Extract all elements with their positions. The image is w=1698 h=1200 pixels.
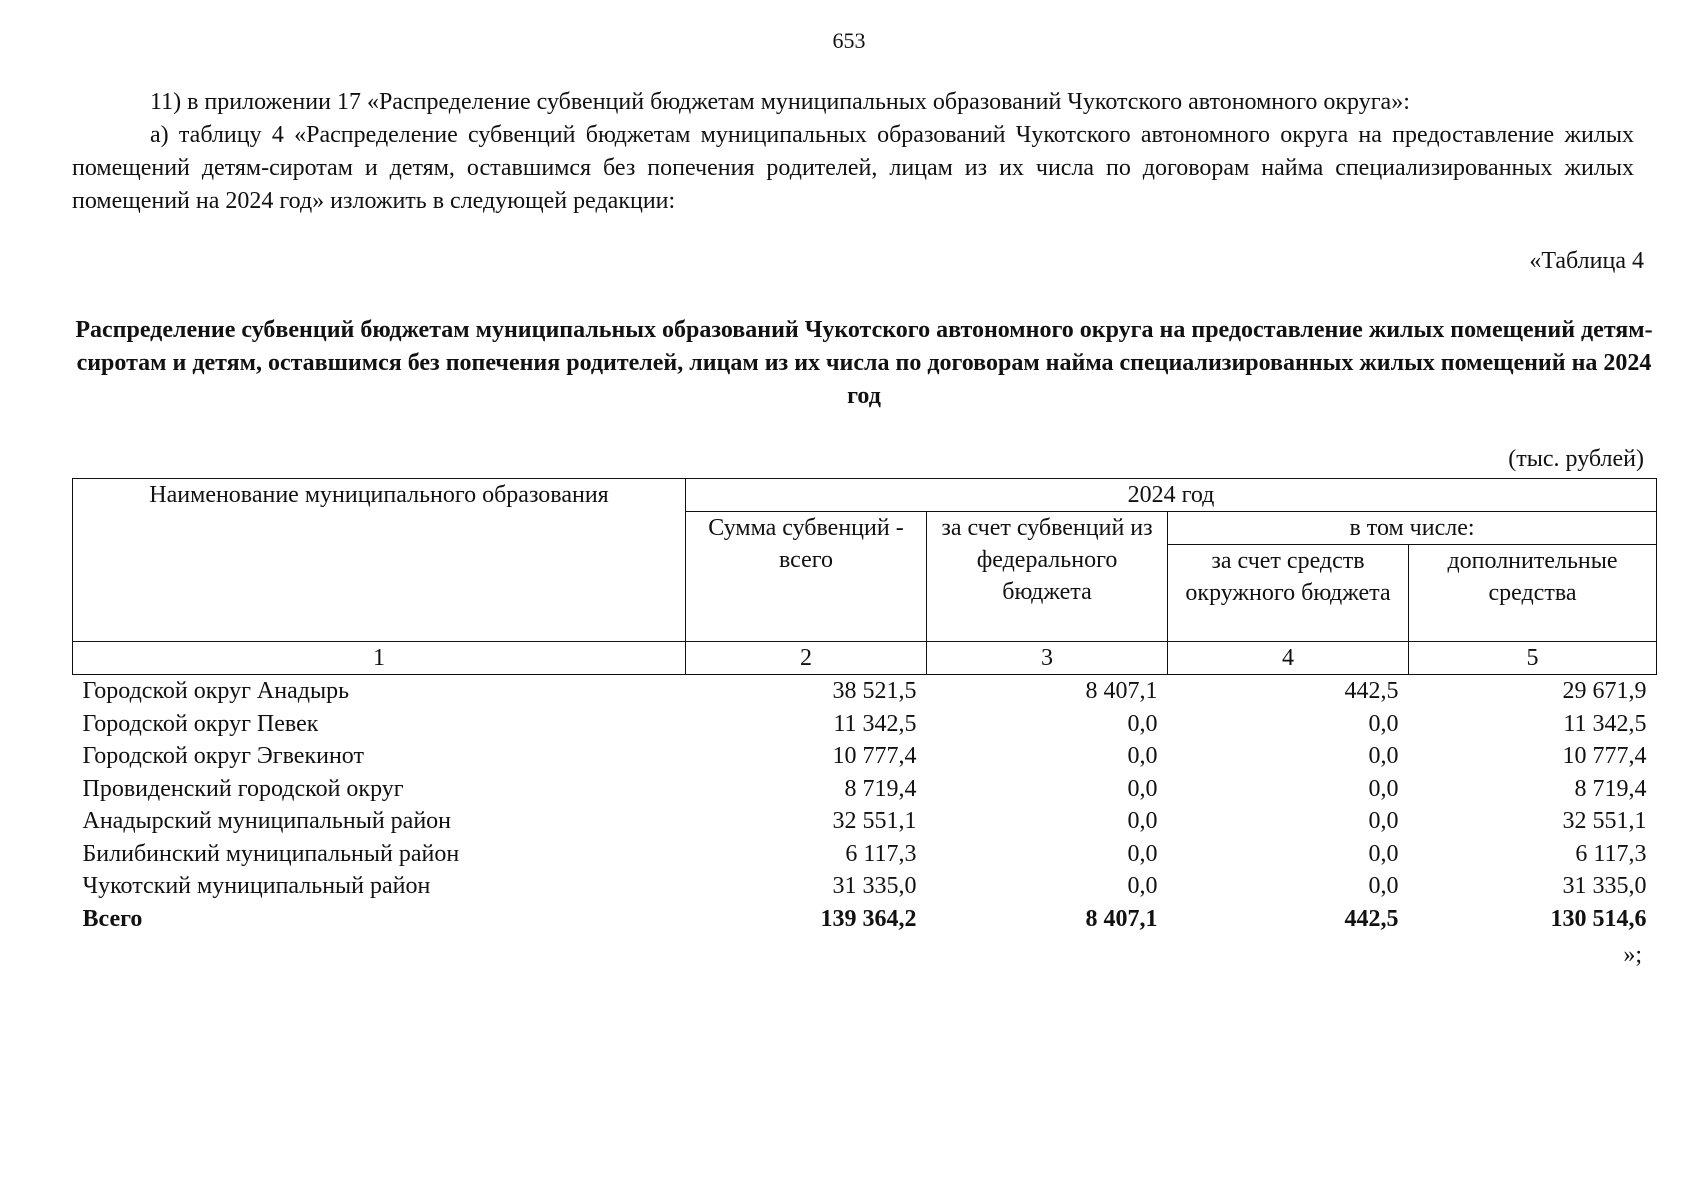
municipality-name: Городской округ Певек bbox=[82, 710, 319, 737]
header-name: Наименование муниципального образования bbox=[73, 479, 686, 642]
cell-total: 32 551,1 bbox=[832, 808, 917, 834]
table-header bbox=[73, 479, 1657, 675]
table-row bbox=[73, 838, 1657, 871]
header-including: в том числе: bbox=[1168, 512, 1657, 545]
municipality-name: Чукотский муниципальный район bbox=[82, 873, 431, 899]
table-row bbox=[73, 740, 1657, 773]
column-numbers-row bbox=[73, 642, 1657, 675]
header-total: Сумма субвенций - всего bbox=[686, 512, 927, 642]
cell-additional: 8 719,4 bbox=[1574, 775, 1647, 802]
cell-federal: 0,0 bbox=[1127, 873, 1158, 899]
cell-federal: 0,0 bbox=[1127, 808, 1158, 834]
cell-total: 10 777,4 bbox=[832, 743, 917, 769]
col-number: 1 bbox=[73, 642, 686, 675]
cell-district: 0,0 bbox=[1368, 775, 1399, 802]
municipality-name: Анадырский муниципальный район bbox=[82, 808, 452, 834]
col-number: 3 bbox=[927, 642, 1168, 675]
cell-additional: 10 777,4 bbox=[1562, 743, 1647, 769]
header-additional: дополнительные средства bbox=[1409, 545, 1657, 642]
total-federal: 8 407,1 bbox=[1085, 905, 1158, 932]
cell-additional: 11 342,5 bbox=[1563, 710, 1647, 737]
cell-total: 38 521,5 bbox=[832, 678, 917, 704]
header-district: за счет средств окружного бюджета bbox=[1168, 545, 1409, 642]
cell-additional: 31 335,0 bbox=[1562, 873, 1647, 899]
cell-federal: 0,0 bbox=[1127, 775, 1158, 802]
closing-quote: »; bbox=[1623, 942, 1642, 968]
header-year: 2024 год bbox=[686, 479, 1657, 512]
table-row bbox=[73, 773, 1657, 806]
cell-district: 0,0 bbox=[1368, 808, 1399, 834]
total-district: 442,5 bbox=[1344, 905, 1399, 932]
municipality-name: Билибинский муниципальный район bbox=[82, 840, 460, 867]
total-sum: 139 364,2 bbox=[820, 905, 917, 932]
cell-federal: 0,0 bbox=[1127, 710, 1158, 737]
table-reference: «Таблица 4 bbox=[1529, 248, 1644, 274]
cell-additional: 29 671,9 bbox=[1562, 678, 1647, 704]
total-additional: 130 514,6 bbox=[1550, 905, 1647, 932]
intro-paragraph-2: а) таблицу 4 «Распределение субвенций бюджетам муниципальных образований Чукотского автономного округа на предоставление жилых помещений детям-сиротам и детям, оставшимся без попечения родителей, лицам из их числа по договорам найма специализированных жилых помещений на 2024 год» изложить в следующей редакции: bbox=[72, 122, 1634, 214]
units-label: (тыс. рублей) bbox=[1508, 446, 1644, 472]
col-number: 2 bbox=[686, 642, 927, 675]
total-row bbox=[73, 903, 1657, 936]
cell-district: 0,0 bbox=[1368, 873, 1399, 899]
table-body bbox=[73, 675, 1657, 936]
cell-total: 6 117,3 bbox=[845, 840, 917, 867]
total-label: Всего bbox=[82, 905, 143, 932]
page-number: 653 bbox=[832, 28, 866, 53]
cell-district: 0,0 bbox=[1368, 743, 1399, 769]
cell-district: 442,5 bbox=[1344, 678, 1399, 704]
municipality-name: Провиденский городской округ bbox=[82, 775, 404, 802]
table-title: Распределение субвенций бюджетам муниципальных образований Чукотского автономного округа на предоставление жилых помещений детям-сиротам и детям, оставшимся без попечения родителей, лицам из их числа по договорам найма специализированных жилых помещений на 2024 год bbox=[75, 317, 1653, 409]
cell-total: 8 719,4 bbox=[844, 775, 917, 802]
cell-total: 31 335,0 bbox=[832, 873, 917, 899]
cell-federal: 0,0 bbox=[1127, 840, 1158, 867]
cell-federal: 0,0 bbox=[1127, 743, 1158, 769]
table-row bbox=[73, 708, 1657, 741]
cell-additional: 6 117,3 bbox=[1575, 840, 1647, 867]
col-number: 5 bbox=[1409, 642, 1657, 675]
cell-federal: 8 407,1 bbox=[1085, 678, 1158, 704]
municipality-name: Городской округ Эгвекинот bbox=[82, 743, 364, 769]
subsidy-table bbox=[72, 478, 1657, 935]
cell-district: 0,0 bbox=[1368, 710, 1399, 737]
cell-additional: 32 551,1 bbox=[1562, 808, 1647, 834]
intro-paragraph-1: 11) в приложении 17 «Распределение субвенций бюджетам муниципальных образований Чукотского автономного округа»: bbox=[150, 89, 1410, 115]
table-row bbox=[73, 675, 1657, 708]
table-row bbox=[73, 870, 1657, 903]
cell-district: 0,0 bbox=[1368, 840, 1399, 867]
municipality-name: Городской округ Анадырь bbox=[82, 678, 350, 704]
col-number: 4 bbox=[1168, 642, 1409, 675]
header-federal: за счет субвенций из федерального бюджета bbox=[927, 512, 1168, 642]
table-row bbox=[73, 805, 1657, 838]
cell-total: 11 342,5 bbox=[833, 710, 917, 737]
